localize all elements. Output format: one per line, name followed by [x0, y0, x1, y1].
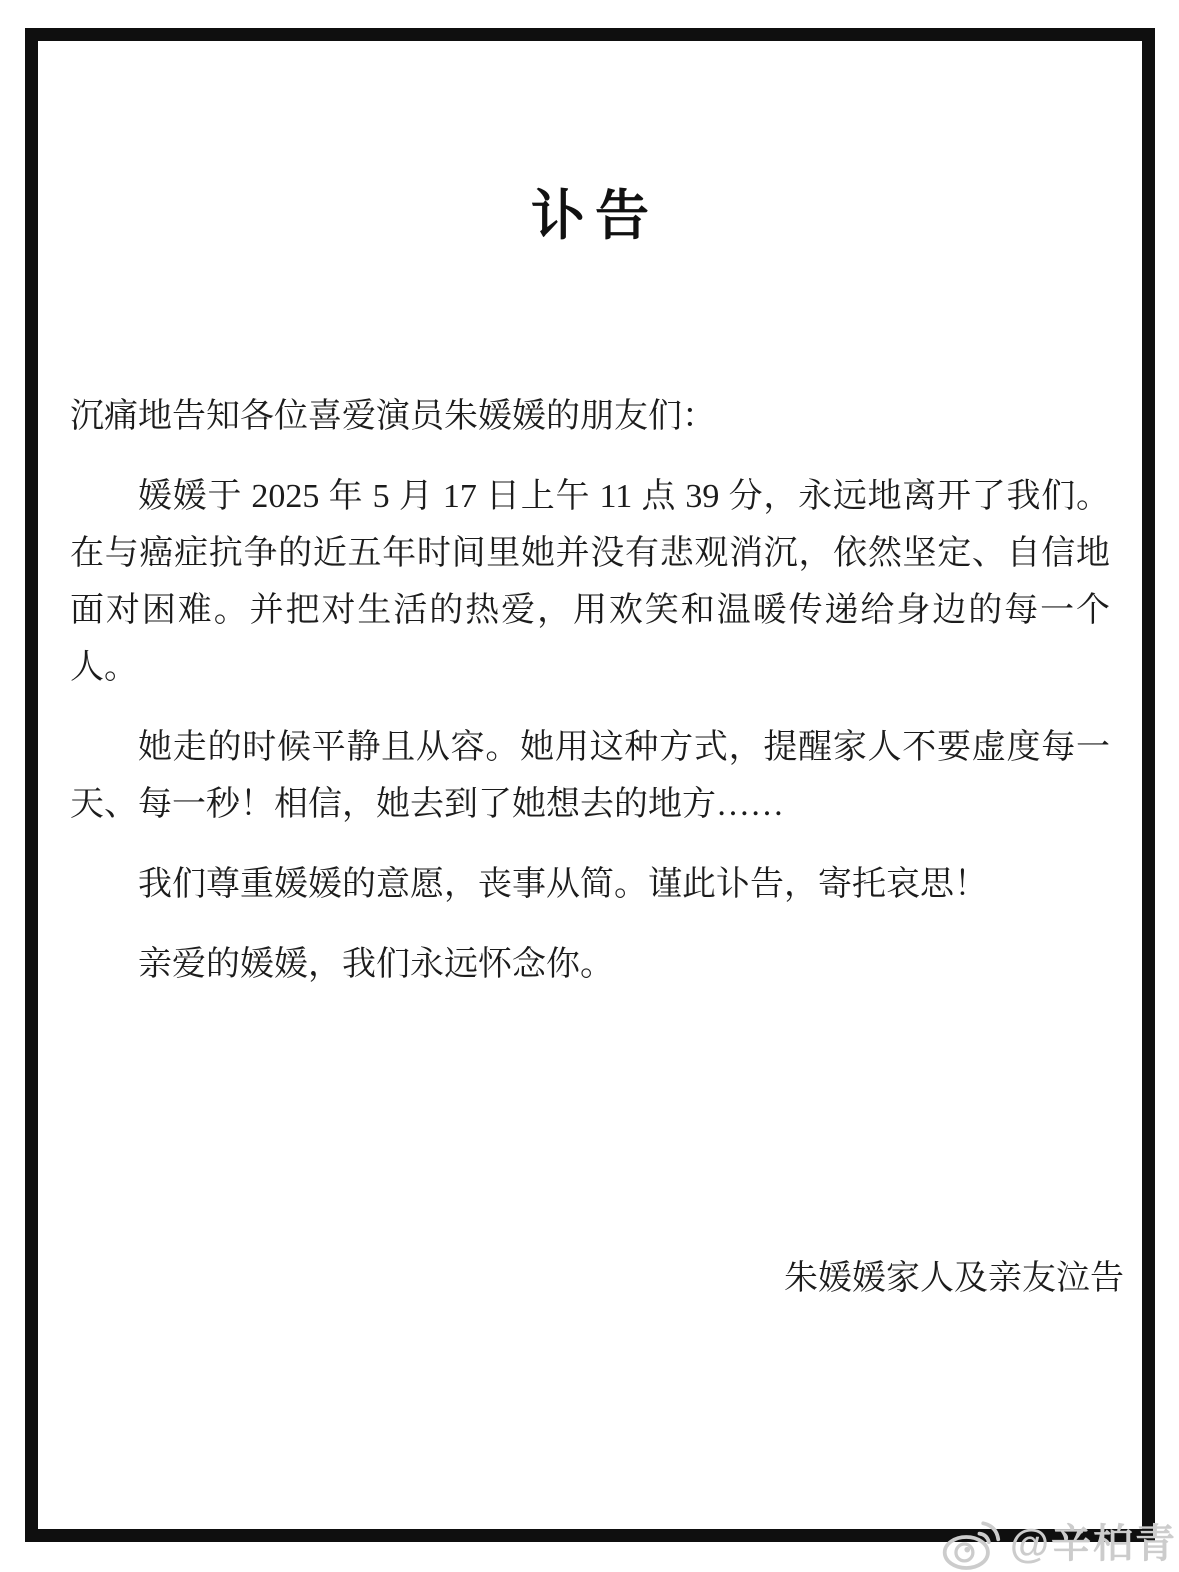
paragraph-3: 我们尊重媛媛的意愿，丧事从简。谨此讣告，寄托哀思！ — [138, 866, 988, 903]
weibo-icon — [940, 1516, 1002, 1572]
page-title: 讣告 — [531, 186, 659, 246]
signature-line: 朱媛媛家人及亲友泣告 — [784, 1260, 1124, 1297]
paragraph-1: 媛媛于 2025 年 5 月 17 日上午 11 点 39 分，永远地离开了我们。在与癌症抗争的近五年时间里她并没有悲观消沉，依然坚定、自信地面对困难。并把对生活的热爱，用欢笑和温暖传递给身边的每一个人。 — [70, 478, 1110, 686]
watermark-text: @辛柏青 — [1009, 1522, 1177, 1566]
document-frame — [25, 28, 1155, 1542]
salutation-line: 沉痛地告知各位喜爱演员朱媛媛的朋友们： — [70, 398, 716, 435]
paragraph-4: 亲爱的媛媛，我们永远怀念你。 — [138, 946, 614, 983]
paragraph-2: 她走的时候平静且从容。她用这种方式，提醒家人不要虚度每一天、每一秒！相信，她去到了她想去的地方…… — [70, 729, 1110, 823]
watermark — [940, 1516, 1177, 1572]
